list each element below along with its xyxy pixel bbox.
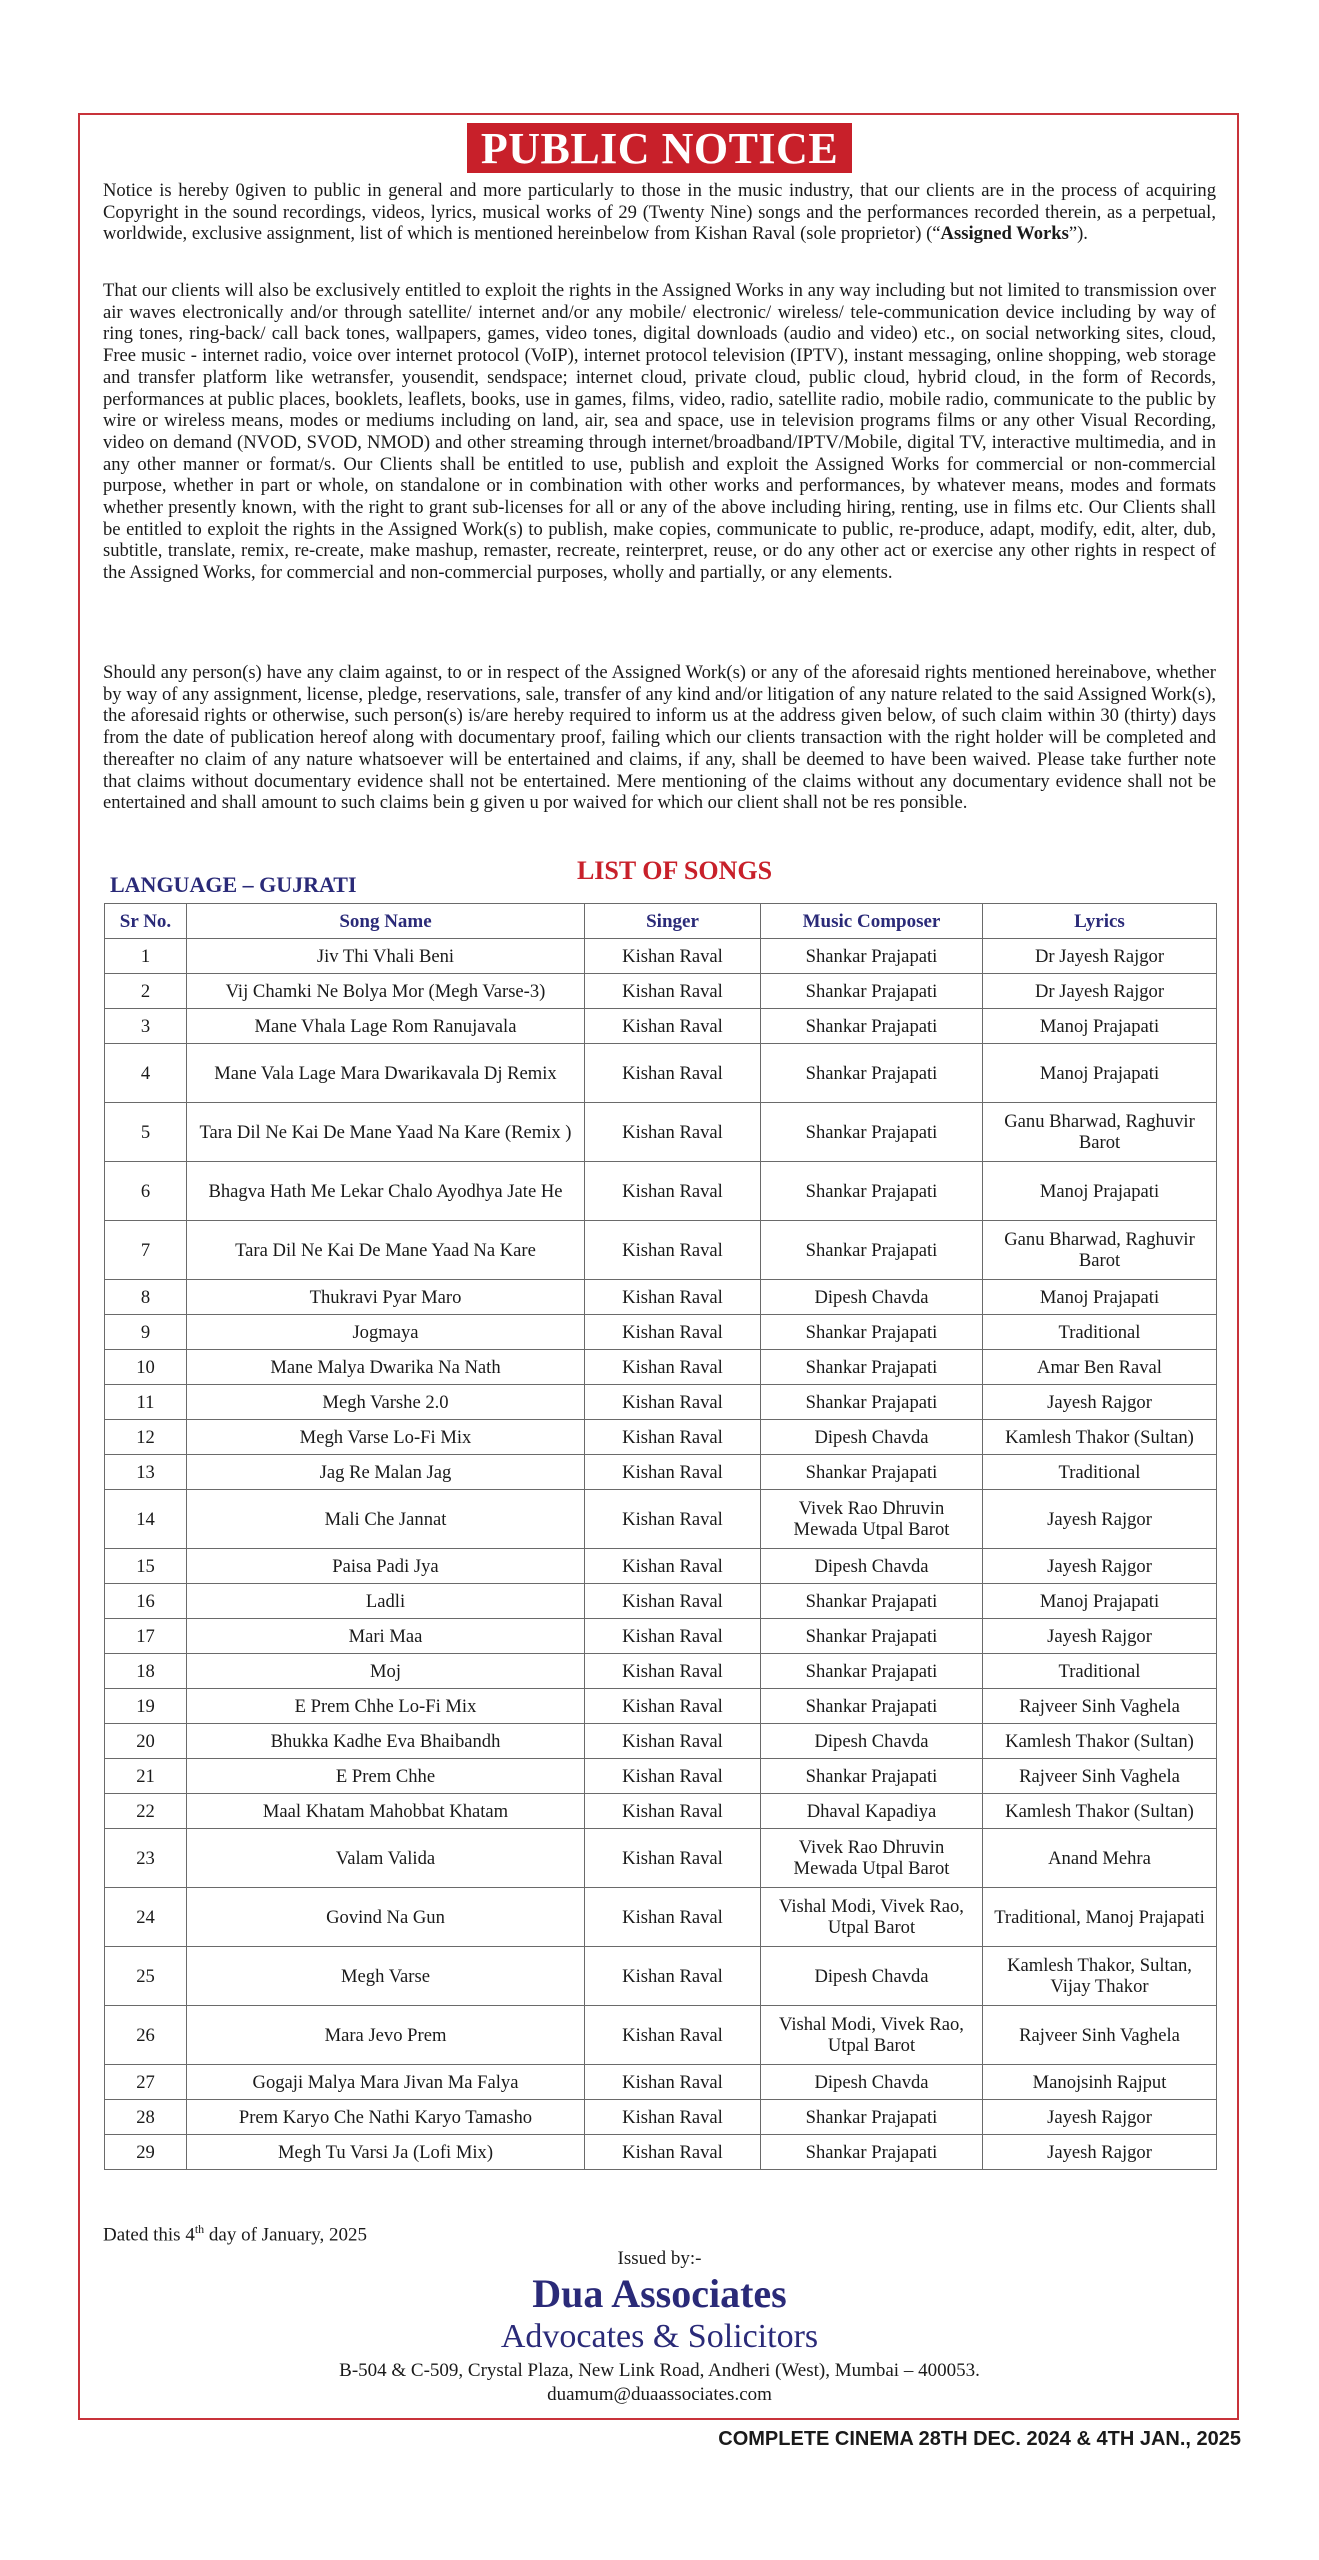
table-cell: Vishal Modi, Vivek Rao, Utpal Barot xyxy=(761,1888,983,1947)
table-cell: Shankar Prajapati xyxy=(761,2135,983,2170)
table-cell: Tara Dil Ne Kai De Mane Yaad Na Kare (Remix ) xyxy=(187,1103,585,1162)
table-cell: Shankar Prajapati xyxy=(761,1759,983,1794)
table-cell: Jag Re Malan Jag xyxy=(187,1455,585,1490)
table-cell: Manoj Prajapati xyxy=(983,1584,1217,1619)
table-row xyxy=(105,974,1217,1009)
table-cell: Paisa Padi Jya xyxy=(187,1549,585,1584)
table-cell: 21 xyxy=(105,1759,187,1794)
table-cell: Kishan Raval xyxy=(585,1724,761,1759)
table-cell: 4 xyxy=(105,1044,187,1103)
table-row xyxy=(105,1221,1217,1280)
table-cell: Kishan Raval xyxy=(585,1759,761,1794)
table-cell: Maal Khatam Mahobbat Khatam xyxy=(187,1794,585,1829)
column-header: Lyrics xyxy=(983,904,1217,939)
table-row xyxy=(105,1420,1217,1455)
table-row xyxy=(105,1888,1217,1947)
firm-email: duamum@duaassociates.com xyxy=(547,2384,772,2405)
table-cell: 16 xyxy=(105,1584,187,1619)
table-cell: Jayesh Rajgor xyxy=(983,2135,1217,2170)
table-cell: Manoj Prajapati xyxy=(983,1280,1217,1315)
table-cell: Shankar Prajapati xyxy=(761,1315,983,1350)
table-cell: Vivek Rao Dhruvin Mewada Utpal Barot xyxy=(761,1829,983,1888)
table-cell: 6 xyxy=(105,1162,187,1221)
title-banner xyxy=(0,123,1319,173)
table-cell: Mari Maa xyxy=(187,1619,585,1654)
table-cell: Kishan Raval xyxy=(585,2006,761,2065)
table-cell: Anand Mehra xyxy=(983,1829,1217,1888)
table-cell: Manojsinh Rajput xyxy=(983,2065,1217,2100)
table-cell: Vij Chamki Ne Bolya Mor (Megh Varse-3) xyxy=(187,974,585,1009)
table-cell: Bhukka Kadhe Eva Bhaibandh xyxy=(187,1724,585,1759)
table-cell: Prem Karyo Che Nathi Karyo Tamasho xyxy=(187,2100,585,2135)
table-cell: Dipesh Chavda xyxy=(761,1724,983,1759)
table-cell: 27 xyxy=(105,2065,187,2100)
table-cell: Dipesh Chavda xyxy=(761,2065,983,2100)
table-cell: Kishan Raval xyxy=(585,939,761,974)
table-cell: Kishan Raval xyxy=(585,2135,761,2170)
notice-paragraph-intro xyxy=(103,180,1216,245)
table-cell: Shankar Prajapati xyxy=(761,1350,983,1385)
table-cell: Kishan Raval xyxy=(585,1829,761,1888)
table-row xyxy=(105,2100,1217,2135)
table-cell: Jogmaya xyxy=(187,1315,585,1350)
table-cell: Kishan Raval xyxy=(585,1162,761,1221)
table-cell: Jiv Thi Vhali Beni xyxy=(187,939,585,974)
table-cell: 9 xyxy=(105,1315,187,1350)
table-cell: Dipesh Chavda xyxy=(761,1280,983,1315)
table-cell: Kishan Raval xyxy=(585,1280,761,1315)
table-cell: Jayesh Rajgor xyxy=(983,1490,1217,1549)
table-cell: 20 xyxy=(105,1724,187,1759)
column-header: Singer xyxy=(585,904,761,939)
table-header-row xyxy=(105,904,1217,939)
table-cell: Shankar Prajapati xyxy=(761,1162,983,1221)
table-cell: Kishan Raval xyxy=(585,1009,761,1044)
table-cell: Dipesh Chavda xyxy=(761,1947,983,2006)
table-cell: Kamlesh Thakor, Sultan, Vijay Thakor xyxy=(983,1947,1217,2006)
table-body xyxy=(105,939,1217,2170)
table-cell: 5 xyxy=(105,1103,187,1162)
table-cell: Thukravi Pyar Maro xyxy=(187,1280,585,1315)
notice-paragraph-rights: That our clients will also be exclusively entitled to exploit the rights in the Assigned Works in any way including but not limited to transmission over air waves electronically and/or through satellite/ internet and/or any mobile/ electronic/ wireless/ tele-communication device including by way of ring tones, ring-back/ call back tones, wallpapers, games, video tones, digital downloads (audio and video) etc., on social networking sites, cloud, Free music - internet radio, voice over internet protocol (VoIP), internet protocol television (IPTV), instant messaging, online shopping, web storage and transfer platform like wetransfer, yousendit, sendspace; internet cloud, private cloud, public cloud, hybrid cloud, in the form of Records, performances at public places, booklets, leaflets, books, use in games, films, video, radio, satellite radio, mobile radio, communicate to the public by wire or wireless means, modes or mediums including on land, air, sea and space, use in television programs films or any other Visual Recording, video on demand (NVOD, SVOD, NMOD) and other streaming through internet/broadband/IPTV/Mobile, digital TV, interactive multimedia, and in any other manner or format/s. Our Clients shall be entitled to use, publish and exploit the Assigned Works for commercial or non-commercial purpose, whether in part or whole, on standalone or in combination with other works and performances, by whatever means, modes and formats whether presently known, with the right to grant sub-licenses for all or any of the above including hiring, renting, use in films etc. Our Clients shall be entitled to exploit the rights in the Assigned Work(s) to publish, make copies, communicate to public, re-produce, adapt, modify, edit, alter, dub, subtitle, translate, remix, re-create, make mashup, remaster, recreate, reinterpret, reuse, or do any other act or exercise any other rights in respect of the Assigned Works, for commercial and non-commercial purposes, wholly and partially, or any elements. xyxy=(103,280,1216,584)
table-cell: Kamlesh Thakor (Sultan) xyxy=(983,1420,1217,1455)
table-cell: Kishan Raval xyxy=(585,1490,761,1549)
table-row xyxy=(105,1689,1217,1724)
table-cell: 11 xyxy=(105,1385,187,1420)
table-cell: Kishan Raval xyxy=(585,1584,761,1619)
firm-subtitle: Advocates & Solicitors xyxy=(500,2318,819,2355)
table-cell: Mara Jevo Prem xyxy=(187,2006,585,2065)
table-row xyxy=(105,1490,1217,1549)
table-cell: Traditional xyxy=(983,1654,1217,1689)
table-cell: Shankar Prajapati xyxy=(761,974,983,1009)
table-cell: Megh Varse xyxy=(187,1947,585,2006)
table-cell: Mane Vala Lage Mara Dwarikavala Dj Remix xyxy=(187,1044,585,1103)
list-heading: LIST OF SONGS xyxy=(576,856,773,885)
table-cell: Jayesh Rajgor xyxy=(983,1385,1217,1420)
table-cell: Kishan Raval xyxy=(585,974,761,1009)
column-header: Song Name xyxy=(187,904,585,939)
table-cell: 7 xyxy=(105,1221,187,1280)
table-cell: Shankar Prajapati xyxy=(761,1103,983,1162)
table-cell: Shankar Prajapati xyxy=(761,939,983,974)
table-cell: 24 xyxy=(105,1888,187,1947)
table-cell: 2 xyxy=(105,974,187,1009)
table-row xyxy=(105,1385,1217,1420)
firm-address: B-504 & C-509, Crystal Plaza, New Link Road, Andheri (West), Mumbai – 400053. xyxy=(339,2360,980,2381)
table-cell: Vishal Modi, Vivek Rao, Utpal Barot xyxy=(761,2006,983,2065)
table-cell: 28 xyxy=(105,2100,187,2135)
notice-title: PUBLIC NOTICE xyxy=(467,123,852,173)
dated-text: Dated this 4 xyxy=(103,2224,195,2246)
table-cell: E Prem Chhe xyxy=(187,1759,585,1794)
table-cell: 8 xyxy=(105,1280,187,1315)
dated-text-end: day of January, 2025 xyxy=(204,2224,368,2246)
table-cell: Amar Ben Raval xyxy=(983,1350,1217,1385)
table-row xyxy=(105,1280,1217,1315)
table-cell: Kishan Raval xyxy=(585,1888,761,1947)
table-cell: Rajveer Sinh Vaghela xyxy=(983,1759,1217,1794)
table-row xyxy=(105,1759,1217,1794)
table-row xyxy=(105,2006,1217,2065)
table-row xyxy=(105,2135,1217,2170)
table-cell: 10 xyxy=(105,1350,187,1385)
table-row xyxy=(105,1315,1217,1350)
table-cell: Mane Malya Dwarika Na Nath xyxy=(187,1350,585,1385)
table-row xyxy=(105,1350,1217,1385)
publication-footer: COMPLETE CINEMA 28TH DEC. 2024 & 4TH JAN., 2025 xyxy=(718,2428,1241,2450)
table-cell: Kamlesh Thakor (Sultan) xyxy=(983,1794,1217,1829)
intro-text-end: ”). xyxy=(1068,223,1088,245)
table-cell: Dhaval Kapadiya xyxy=(761,1794,983,1829)
table-cell: 23 xyxy=(105,1829,187,1888)
table-cell: Megh Varse Lo-Fi Mix xyxy=(187,1420,585,1455)
table-cell: Moj xyxy=(187,1654,585,1689)
table-cell: 13 xyxy=(105,1455,187,1490)
table-cell: Kishan Raval xyxy=(585,1549,761,1584)
table-cell: Shankar Prajapati xyxy=(761,1689,983,1724)
table-cell: 17 xyxy=(105,1619,187,1654)
table-cell: Megh Varshe 2.0 xyxy=(187,1385,585,1420)
assigned-works-term: Assigned Works xyxy=(940,223,1069,245)
table-cell: 29 xyxy=(105,2135,187,2170)
table-cell: Dr Jayesh Rajgor xyxy=(983,974,1217,1009)
table-cell: Dipesh Chavda xyxy=(761,1549,983,1584)
table-cell: 18 xyxy=(105,1654,187,1689)
table-cell: Govind Na Gun xyxy=(187,1888,585,1947)
table-row xyxy=(105,1549,1217,1584)
table-cell: Shankar Prajapati xyxy=(761,1584,983,1619)
table-row xyxy=(105,1103,1217,1162)
table-cell: Gogaji Malya Mara Jivan Ma Falya xyxy=(187,2065,585,2100)
table-cell: Traditional xyxy=(983,1315,1217,1350)
table-cell: Vivek Rao Dhruvin Mewada Utpal Barot xyxy=(761,1490,983,1549)
table-cell: Shankar Prajapati xyxy=(761,2100,983,2135)
table-cell: Mali Che Jannat xyxy=(187,1490,585,1549)
table-cell: Shankar Prajapati xyxy=(761,1455,983,1490)
songs-table xyxy=(104,903,1217,2170)
table-row xyxy=(105,1455,1217,1490)
table-cell: 26 xyxy=(105,2006,187,2065)
table-cell: Kamlesh Thakor (Sultan) xyxy=(983,1724,1217,1759)
table-cell: Dr Jayesh Rajgor xyxy=(983,939,1217,974)
issued-by: Issued by:- xyxy=(617,2248,702,2269)
table-cell: Dipesh Chavda xyxy=(761,1420,983,1455)
table-cell: Kishan Raval xyxy=(585,1654,761,1689)
table-cell: 15 xyxy=(105,1549,187,1584)
table-cell: Jayesh Rajgor xyxy=(983,1619,1217,1654)
table-cell: 14 xyxy=(105,1490,187,1549)
table-cell: 22 xyxy=(105,1794,187,1829)
table-cell: Kishan Raval xyxy=(585,1350,761,1385)
table-cell: Shankar Prajapati xyxy=(761,1221,983,1280)
table-cell: Kishan Raval xyxy=(585,1794,761,1829)
table-cell: Kishan Raval xyxy=(585,1689,761,1724)
table-cell: Manoj Prajapati xyxy=(983,1009,1217,1044)
table-cell: Bhagva Hath Me Lekar Chalo Ayodhya Jate He xyxy=(187,1162,585,1221)
table-cell: Kishan Raval xyxy=(585,1455,761,1490)
table-cell: 12 xyxy=(105,1420,187,1455)
table-cell: Kishan Raval xyxy=(585,1221,761,1280)
table-row xyxy=(105,1794,1217,1829)
table-cell: Shankar Prajapati xyxy=(761,1619,983,1654)
table-cell: Traditional, Manoj Prajapati xyxy=(983,1888,1217,1947)
intro-text: Notice is hereby 0given to public in general and more particularly to those in the music industry, that our clients are in the process of acquiring Copyright in the sound recordings, videos, lyrics, musical works of 29 (Twenty Nine) songs and the performances recorded therein, as a perpetual, worldwide, exclusive assignment, list of which is mentioned hereinbelow from Kishan Raval (sole proprietor) (“ xyxy=(103,180,1216,245)
table-cell: Shankar Prajapati xyxy=(761,1654,983,1689)
table-row xyxy=(105,1584,1217,1619)
table-row xyxy=(105,1162,1217,1221)
table-cell: Jayesh Rajgor xyxy=(983,1549,1217,1584)
language-label: LANGUAGE – GUJRATI xyxy=(110,872,357,897)
table-row xyxy=(105,1619,1217,1654)
table-cell: Valam Valida xyxy=(187,1829,585,1888)
table-cell: 3 xyxy=(105,1009,187,1044)
notice-paragraph-claims: Should any person(s) have any claim against, to or in respect of the Assigned Work(s) or any of the aforesaid rights mentioned hereinabove, whether by way of any assignment, license, pledge, reservations, sale, transfer of any kind and/or litigation of any nature related to the said Assigned Work(s), the aforesaid rights or otherwise, such person(s) is/are hereby required to inform us at the address given below, of such claim within 30 (thirty) days from the date of publication hereof along with documentary proof, failing which our clients transaction with the right holder will be completed and thereafter no claim of any nature whatsoever will be entertained and claims, if any, shall be deemed to have been waived. Please take further note that claims without documentary evidence shall not be entertained. Mere mentioning of the claims without any documentary evidence shall not be entertained and shall amount to such claims bein g given u por waived for which our client shall not be res ponsible. xyxy=(103,662,1216,814)
column-header: Sr No. xyxy=(105,904,187,939)
firm-name: Dua Associates xyxy=(532,2271,787,2316)
table-row xyxy=(105,939,1217,974)
table-cell: Kishan Raval xyxy=(585,2100,761,2135)
table-cell: Ganu Bharwad, Raghuvir Barot xyxy=(983,1221,1217,1280)
table-cell: 1 xyxy=(105,939,187,974)
table-cell: Kishan Raval xyxy=(585,2065,761,2100)
table-cell: Megh Tu Varsi Ja (Lofi Mix) xyxy=(187,2135,585,2170)
table-cell: Rajveer Sinh Vaghela xyxy=(983,1689,1217,1724)
table-cell: Ladli xyxy=(187,1584,585,1619)
table-cell: E Prem Chhe Lo-Fi Mix xyxy=(187,1689,585,1724)
table-cell: Kishan Raval xyxy=(585,1619,761,1654)
dated-suffix: th xyxy=(194,2222,205,2236)
table-cell: Rajveer Sinh Vaghela xyxy=(983,2006,1217,2065)
table-cell: Kishan Raval xyxy=(585,1315,761,1350)
table-row xyxy=(105,1654,1217,1689)
table-cell: Manoj Prajapati xyxy=(983,1044,1217,1103)
table-row xyxy=(105,2065,1217,2100)
table-cell: Traditional xyxy=(983,1455,1217,1490)
table-cell: 19 xyxy=(105,1689,187,1724)
table-cell: Kishan Raval xyxy=(585,1420,761,1455)
table-cell: 25 xyxy=(105,1947,187,2006)
table-row xyxy=(105,1947,1217,2006)
table-cell: Jayesh Rajgor xyxy=(983,2100,1217,2135)
table-cell: Tara Dil Ne Kai De Mane Yaad Na Kare xyxy=(187,1221,585,1280)
table-cell: Kishan Raval xyxy=(585,1385,761,1420)
table-cell: Shankar Prajapati xyxy=(761,1009,983,1044)
column-header: Music Composer xyxy=(761,904,983,939)
table-cell: Manoj Prajapati xyxy=(983,1162,1217,1221)
table-row xyxy=(105,1044,1217,1103)
table-cell: Mane Vhala Lage Rom Ranujavala xyxy=(187,1009,585,1044)
table-cell: Kishan Raval xyxy=(585,1044,761,1103)
table-cell: Shankar Prajapati xyxy=(761,1044,983,1103)
table-row xyxy=(105,1009,1217,1044)
dated-line xyxy=(103,2222,367,2246)
table-row xyxy=(105,1724,1217,1759)
table-cell: Shankar Prajapati xyxy=(761,1385,983,1420)
table-row xyxy=(105,1829,1217,1888)
table-cell: Kishan Raval xyxy=(585,1103,761,1162)
table-cell: Kishan Raval xyxy=(585,1947,761,2006)
table-cell: Ganu Bharwad, Raghuvir Barot xyxy=(983,1103,1217,1162)
